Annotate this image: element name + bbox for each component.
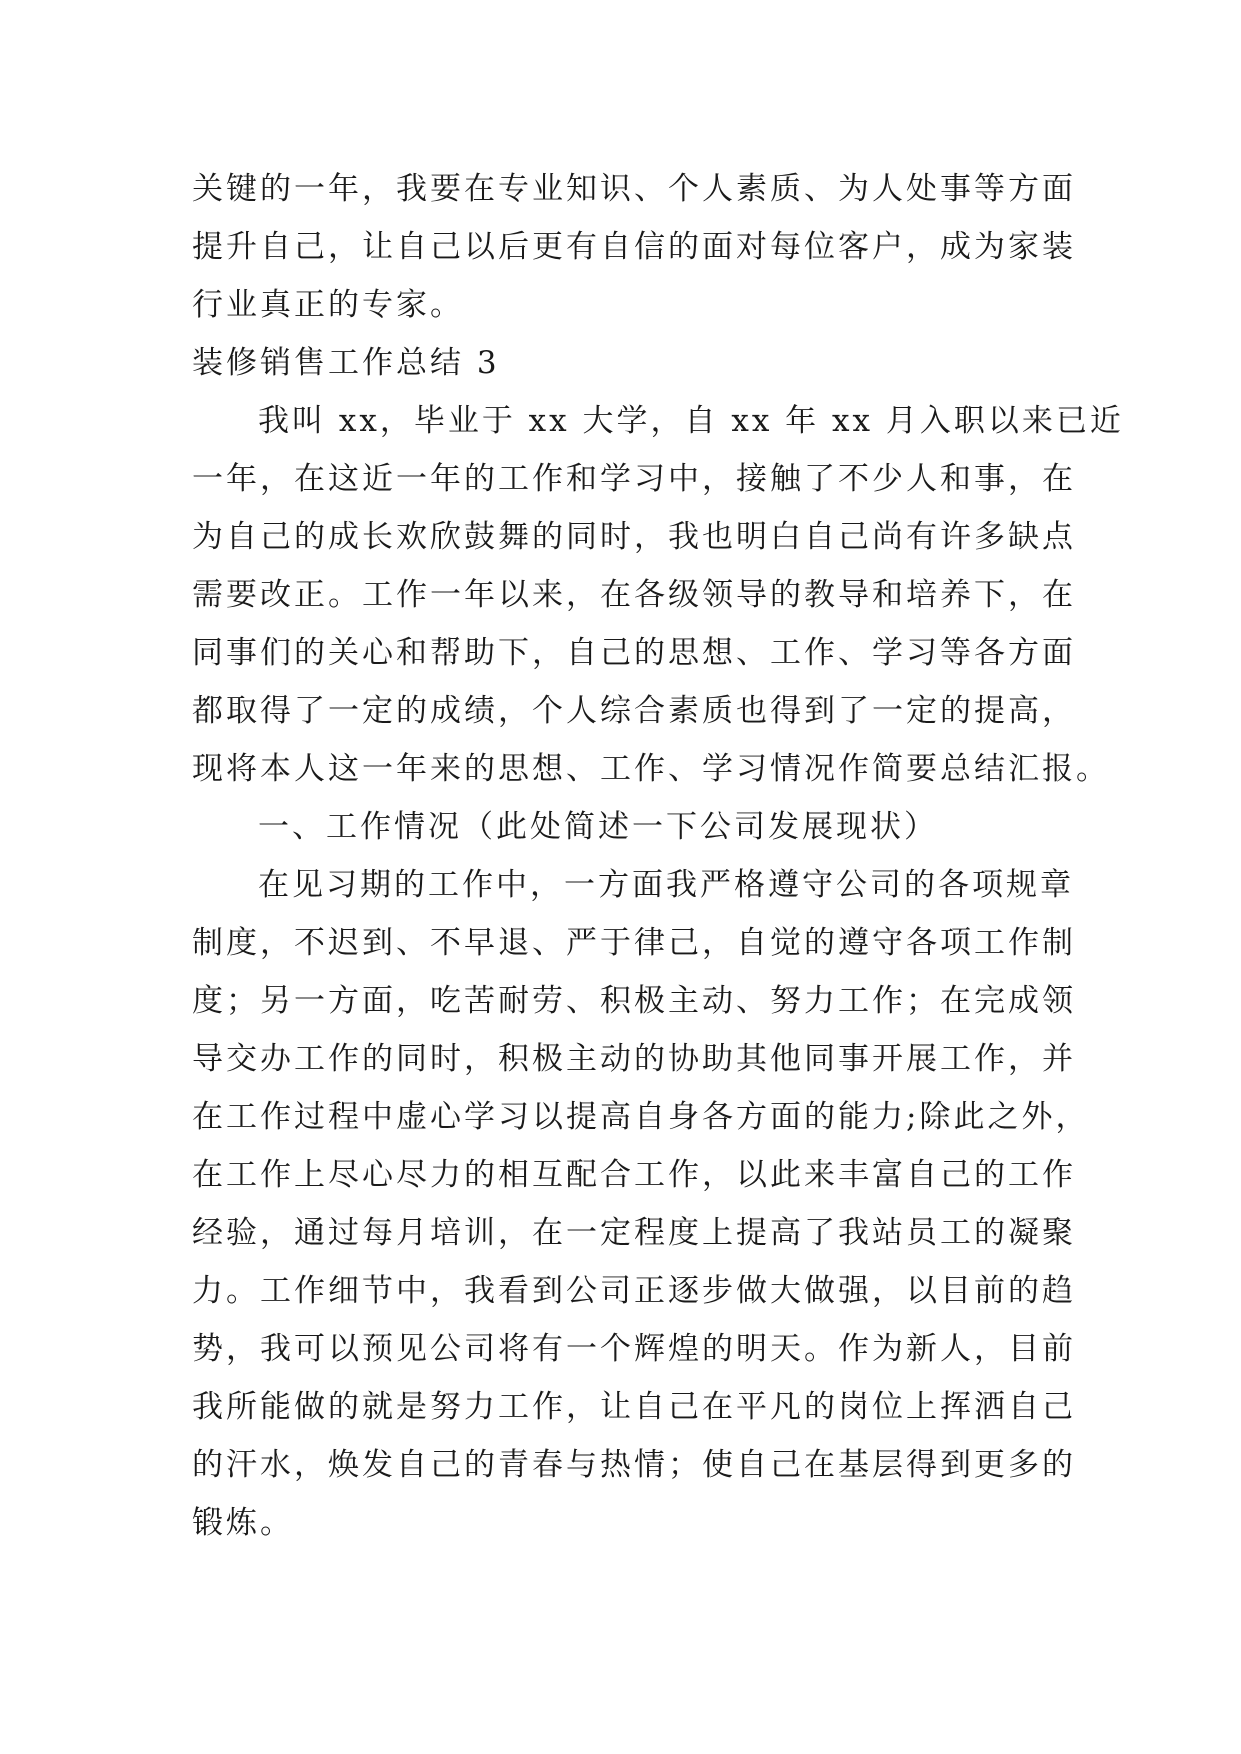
text-line: 都取得了一定的成绩，个人综合素质也得到了一定的提高， [192, 693, 1076, 729]
document-body [192, 160, 1124, 1552]
text-line: 需要改正。工作一年以来，在各级领导的教导和培养下，在 [192, 577, 1076, 613]
text-line: 现将本人这一年来的思想、工作、学习情况作简要总结汇报。 [192, 751, 1110, 787]
text-line: 度；另一方面，吃苦耐劳、积极主动、努力工作；在完成领 [192, 983, 1076, 1019]
text-line: 制度，不迟到、不早退、严于律己，自觉的遵守各项工作制 [192, 925, 1076, 961]
text-line: 关键的一年，我要在专业知识、个人素质、为人处事等方面 [192, 171, 1076, 207]
paragraph-first-line: 在见习期的工作中，一方面我严格遵守公司的各项规章 [258, 867, 1074, 903]
text-line: 锻炼。 [192, 1505, 294, 1541]
text-line: 为自己的成长欢欣鼓舞的同时，我也明白自己尚有许多缺点 [192, 519, 1076, 555]
subsection-heading: 一、工作情况（此处简述一下公司发展现状） [258, 809, 938, 845]
text-line: 同事们的关心和帮助下，自己的思想、工作、学习等各方面 [192, 635, 1076, 671]
text-line: 的汗水，焕发自己的青春与热情；使自己在基层得到更多的 [192, 1447, 1076, 1483]
text-line: 经验，通过每月培训，在一定程度上提高了我站员工的凝聚 [192, 1215, 1076, 1251]
text-line: 在工作上尽心尽力的相互配合工作，以此来丰富自己的工作 [192, 1157, 1076, 1193]
paragraph-first-line: 我叫 xx，毕业于 xx 大学，自 xx 年 xx 月入职以来已近 [258, 403, 1124, 439]
text-line: 力。工作细节中，我看到公司正逐步做大做强，以目前的趋 [192, 1273, 1076, 1309]
text-line: 一年，在这近一年的工作和学习中，接触了不少人和事，在 [192, 461, 1076, 497]
text-line: 提升自己，让自己以后更有自信的面对每位客户，成为家装 [192, 229, 1076, 265]
text-line: 势，我可以预见公司将有一个辉煌的明天。作为新人，目前 [192, 1331, 1076, 1367]
section-heading: 装修销售工作总结 3 [192, 345, 500, 381]
text-line: 导交办工作的同时，积极主动的协助其他同事开展工作，并 [192, 1041, 1076, 1077]
text-line: 行业真正的专家。 [192, 287, 464, 323]
text-line: 在工作过程中虚心学习以提高自身各方面的能力;除此之外， [192, 1099, 1090, 1135]
text-line: 我所能做的就是努力工作，让自己在平凡的岗位上挥洒自己 [192, 1389, 1076, 1425]
